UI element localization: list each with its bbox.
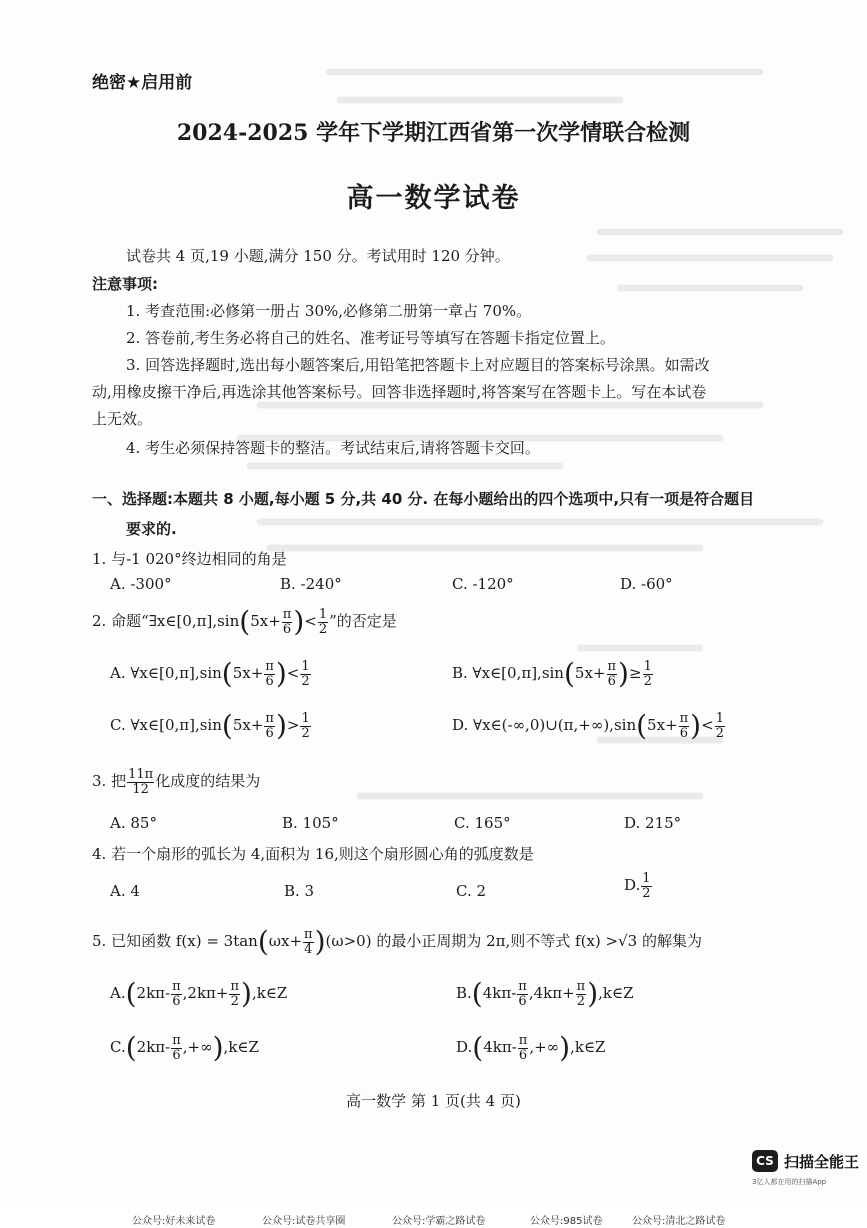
watermark-text: 公众号:985试卷 — [530, 1216, 603, 1227]
question-1-stem: 1. 与-1 020°终边相同的角是 — [92, 550, 287, 568]
q5-option-b: B.(4kπ- $\frac{\pi}{6}$ ,4kπ+ $\frac{\pi}{2}$ ),k∈Z — [456, 977, 634, 1011]
section-heading: 一、选择题:本题共 8 小题,每小题 5 分,共 40 分. 在每小题给出的四个选项中,只有一项是符合题目 — [92, 490, 755, 508]
q1-option-c: C. -120° — [452, 575, 514, 593]
q5-option-c: C.(2kπ- $\frac{\pi}{6}$ ,+∞),k∈Z — [110, 1031, 259, 1065]
question-2-stem: 2. 命题“∃x∈[0,π],sin(5x+ $\frac{\pi}{6}$ )< $\frac{1}{2}$ ”的否定是 — [92, 605, 397, 639]
camscanner-logo-icon: CS — [752, 1150, 778, 1172]
q3-option-d: D. 215° — [624, 814, 682, 832]
section-heading-cont: 要求的. — [126, 520, 177, 538]
q4-option-d: D. $\frac{1}{2}$ — [624, 871, 651, 901]
notice-item: 动,用橡皮擦干净后,再选涂其他答案标号。回答非选择题时,将答案写在答题卡上。写在本试卷 — [92, 383, 707, 401]
watermark-text: 公众号:好未来试卷 — [132, 1216, 216, 1227]
q3-option-c: C. 165° — [454, 814, 511, 832]
page-footer: 高一数学 第 1 页(共 4 页) — [346, 1092, 521, 1110]
confidential-label: 绝密★启用前 — [92, 73, 193, 93]
q4-option-b: B. 3 — [284, 882, 315, 900]
watermark-text: 公众号:试卷共享圈 — [262, 1216, 346, 1227]
watermark-text: 公众号:学霸之路试卷 — [392, 1216, 486, 1227]
notice-item: 3. 回答选择题时,选出每小题答案后,用铅笔把答题卡上对应题目的答案标号涂黑。如需改 — [126, 356, 710, 374]
exam-title: 2024-2025 学年下学期江西省第一次学情联合检测 — [176, 120, 691, 146]
watermark-text: 公众号:清北之路试卷 — [632, 1216, 726, 1227]
q1-option-a: A. -300° — [110, 575, 172, 593]
q3-option-a: A. 85° — [110, 814, 157, 832]
q2-option-b: B. ∀x∈[0,π],sin(5x+ $\frac{\pi}{6}$ )≥ $\frac{1}{2}$ — [452, 657, 652, 691]
q5-option-d: D.(4kπ- $\frac{\pi}{6}$ ,+∞),k∈Z — [456, 1031, 606, 1065]
notice-item: 2. 答卷前,考生务必将自己的姓名、准考证号等填写在答题卡指定位置上。 — [126, 329, 615, 347]
q5-option-a: A.(2kπ- $\frac{\pi}{6}$ ,2kπ+ $\frac{\pi}{2}$ ),k∈Z — [110, 977, 288, 1011]
q2-option-d: D. ∀x∈(-∞,0)∪(π,+∞),sin(5x+ $\frac{\pi}{6}$ )< $\frac{1}{2}$ — [452, 709, 724, 743]
exam-subtitle: 高一数学试卷 — [346, 183, 521, 214]
scanner-brand — [752, 1150, 859, 1172]
q1-option-b: B. -240° — [280, 575, 342, 593]
brand-tagline: 3亿人都在用的扫描App — [752, 1178, 827, 1186]
notice-heading: 注意事项: — [92, 275, 158, 293]
question-4-stem: 4. 若一个扇形的弧长为 4,面积为 16,则这个扇形圆心角的弧度数是 — [92, 845, 534, 863]
q3-option-b: B. 105° — [282, 814, 339, 832]
notice-item: 上无效。 — [92, 410, 153, 428]
q4-option-c: C. 2 — [456, 882, 487, 900]
exam-intro: 试卷共 4 页,19 小题,满分 150 分。考试用时 120 分钟。 — [126, 247, 510, 265]
q1-option-d: D. -60° — [620, 575, 673, 593]
q2-option-c: C. ∀x∈[0,π],sin(5x+ $\frac{\pi}{6}$ )> $\frac{1}{2}$ — [110, 709, 310, 743]
q2-option-a: A. ∀x∈[0,π],sin(5x+ $\frac{\pi}{6}$ )< $\frac{1}{2}$ — [110, 657, 310, 691]
question-5-stem: 5. 已知函数 f(x) = 3tan(ωx+ $\frac{\pi}{4}$ )(ω>0) 的最小正周期为 2π,则不等式 f(x) >√3 的解集为 — [92, 925, 702, 959]
notice-item: 4. 考生必须保持答题卡的整洁。考试结束后,请将答题卡交回。 — [126, 439, 540, 457]
brand-name: 扫描全能王 — [784, 1152, 860, 1171]
notice-item: 1. 考查范围:必修第一册占 30%,必修第二册第一章占 70%。 — [126, 302, 532, 320]
question-3-stem: 3. 把 $\frac{11\pi}{12}$ 化成度的结果为 — [92, 767, 261, 797]
q4-option-a: A. 4 — [110, 882, 140, 900]
